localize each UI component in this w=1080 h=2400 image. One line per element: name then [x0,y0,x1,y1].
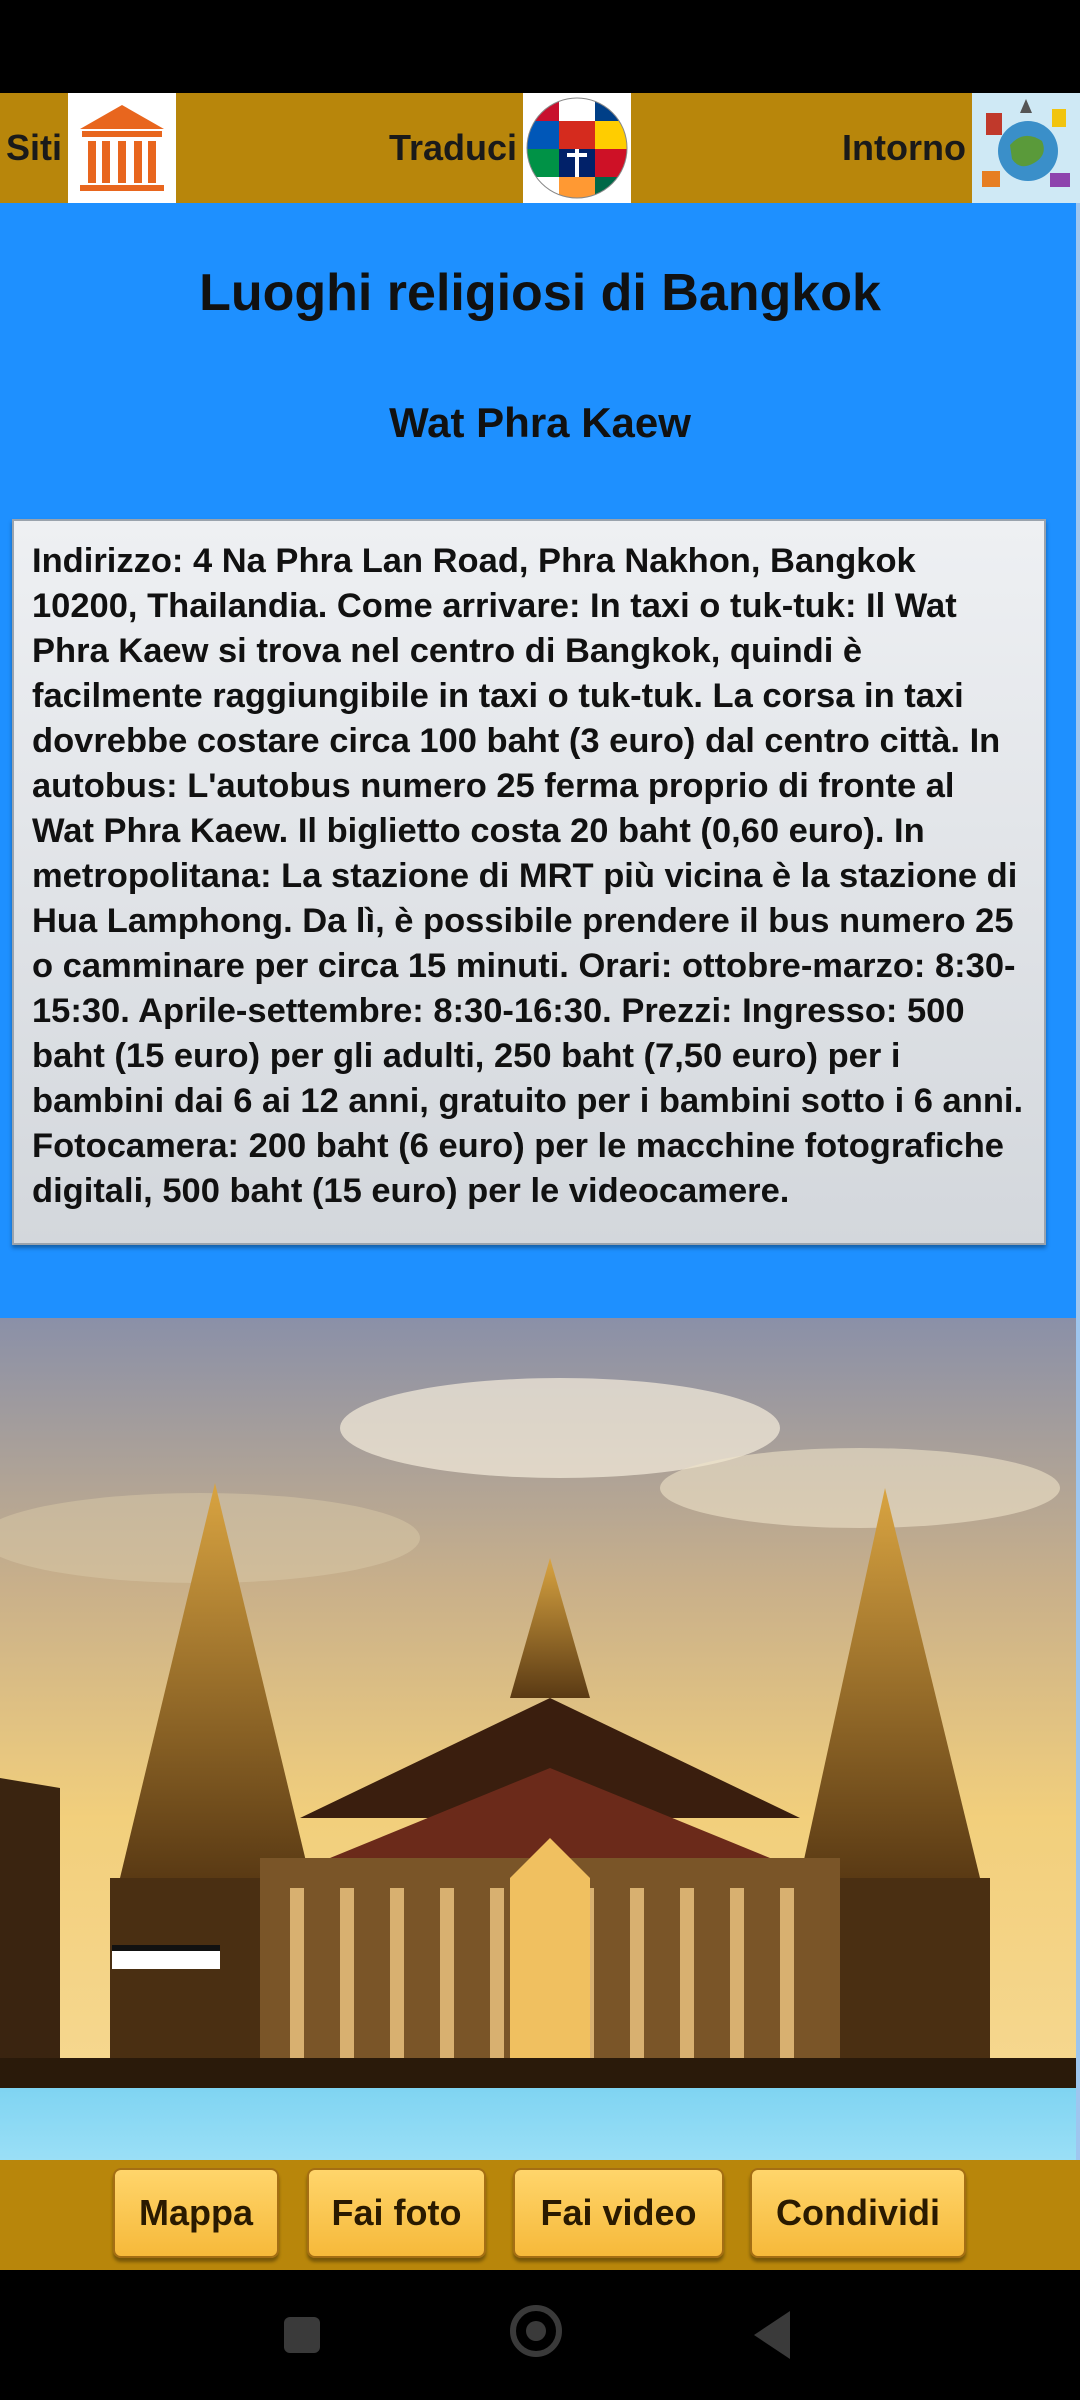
sites-label[interactable]: Siti [6,127,63,168]
travel-collage-icon[interactable] [972,93,1080,203]
back-icon[interactable] [754,2311,790,2359]
home-icon[interactable] [510,2305,562,2357]
take-photo-button[interactable]: Fai foto [307,2168,486,2258]
museum-icon[interactable] [68,93,176,203]
content-area [0,203,1080,2160]
bottom-toolbar [0,2160,1080,2270]
scrollbar[interactable] [1076,203,1080,2160]
share-button[interactable]: Condividi [750,2168,966,2258]
around-label[interactable]: Intorno [842,127,966,168]
place-name: Wat Phra Kaew [389,399,691,446]
map-button[interactable]: Mappa [113,2168,279,2258]
take-video-button[interactable]: Fai video [513,2168,724,2258]
recent-apps-icon[interactable] [284,2317,320,2353]
globe-flags-icon[interactable] [523,93,631,203]
below-photo-strip [0,2088,1080,2160]
translate-label[interactable]: Traduci [389,127,518,168]
page-title: Luoghi religiosi di Bangkok [199,264,881,322]
temple-photo [0,1318,1080,2088]
status-bar [0,0,1080,93]
place-description: Indirizzo: 4 Na Phra Lan Road, Phra Nakhon, Bangkok 10200, Thailandia. Come arrivare: In taxi o tuk-tuk: Il Wat Phra Kaew si trova nel centro di Bangkok, quindi è facilmente raggiungibile in taxi o tuk-tuk. La corsa in taxi dovrebbe costare circa 100 baht (3 euro) dal centro città. In autobus: L'autobus numero 25 ferma proprio di fronte al Wat Phra Kaew. Il biglietto costa 20 baht (0,60 euro). In metropolitana: La stazione di MRT più vicina è la stazione di Hua Lamphong. Da lì, è possibile prendere il bus numero 25 o camminare per circa 15 minuti. Orari: ottobre-marzo: 8:30-15:30. Aprile-settembre: 8:30-16:30. Prezzi: Ingresso: 500 baht (15 euro) per gli adulti, 250 baht (7,50 euro) per i bambini dai 6 ai 12 anni, gratuito per i bambini sotto i 6 anni. Fotocamera: 200 baht (6 euro) per le macchine fotografiche digitali, 500 baht (15 euro) per le videocamere. [12,519,1046,1245]
top-toolbar [0,93,1080,203]
system-nav-bar [0,2270,1080,2400]
film-strip-icon [112,1945,220,1969]
